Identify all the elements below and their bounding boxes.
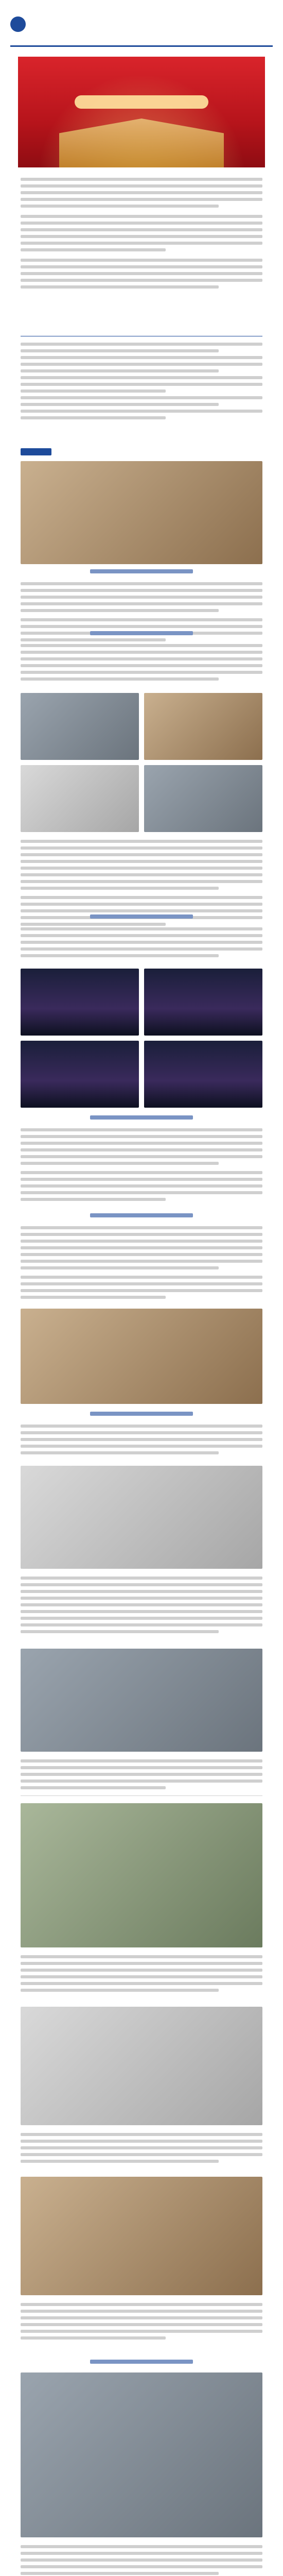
section-divider [21, 1795, 262, 1796]
section-body [21, 1577, 262, 1637]
section-photo [21, 1649, 262, 1752]
masthead [10, 10, 273, 52]
section-body [21, 927, 262, 961]
hero-subtitle-band [75, 95, 208, 109]
section-photo [144, 969, 262, 1036]
section-body [21, 1759, 262, 1793]
section-title [0, 914, 283, 920]
section-photo [21, 2007, 262, 2125]
section-body [21, 2133, 262, 2166]
logo-mark-icon [10, 16, 26, 32]
section-body [21, 1226, 262, 1302]
section-photo [21, 1041, 139, 1108]
section-photo [144, 765, 262, 832]
section-body [21, 1955, 262, 1995]
logo [10, 15, 67, 33]
section-photo [21, 2177, 262, 2295]
section-tag [21, 448, 51, 455]
contents-list [21, 343, 262, 423]
section-title [0, 1412, 283, 1417]
section-photo [21, 461, 262, 564]
section-body [21, 1128, 262, 1205]
section-photo [21, 693, 139, 760]
section-title [0, 1115, 283, 1121]
section-photo [144, 693, 262, 760]
section-title [0, 1213, 283, 1219]
section-body [21, 2545, 262, 2576]
section-title [0, 569, 283, 575]
section-title [0, 631, 283, 637]
section-photo [21, 765, 139, 832]
section-photo [21, 2372, 262, 2537]
masthead-divider [10, 45, 273, 47]
section-body [21, 2303, 262, 2343]
intro-paragraph [21, 178, 262, 292]
section-photo [21, 969, 139, 1036]
section-photo [144, 1041, 262, 1108]
section-body [21, 1425, 262, 1458]
section-photo [21, 1309, 262, 1404]
hero-banner [18, 57, 265, 167]
section-photo [21, 1466, 262, 1569]
section-title [0, 2360, 283, 2365]
section-body [21, 644, 262, 684]
section-photo [21, 1803, 262, 1947]
